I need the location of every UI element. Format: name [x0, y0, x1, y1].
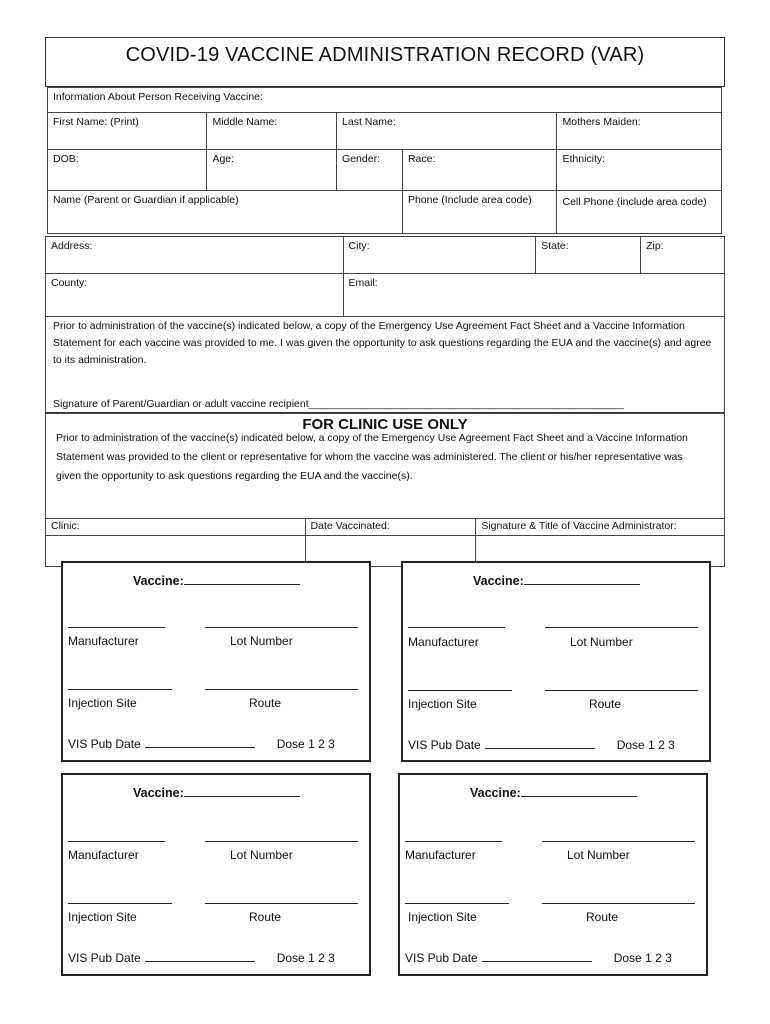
vis-pub-date-line[interactable] [485, 748, 595, 749]
mothers-maiden-field[interactable]: Mothers Maiden: [557, 113, 722, 150]
vis-pub-date-line[interactable] [482, 961, 592, 962]
injection-site-label: Injection Site [68, 696, 137, 710]
vaccine-field[interactable]: Vaccine: [473, 573, 640, 588]
route-line[interactable] [205, 689, 358, 690]
vis-pub-date-line[interactable] [145, 747, 255, 748]
vis-pub-date-label: VIS Pub Date [408, 738, 481, 752]
vis-pub-date-label: VIS Pub Date [68, 951, 141, 965]
route-line[interactable] [545, 690, 698, 691]
dose-label[interactable]: Dose 1 2 3 [616, 738, 675, 752]
phone-field[interactable]: Phone (Include area code) [402, 191, 557, 234]
manufacturer-line[interactable] [68, 627, 165, 628]
dose-label[interactable]: Dose 1 2 3 [613, 951, 672, 965]
vis-dose-row [68, 951, 335, 965]
manufacturer-label: Manufacturer [405, 848, 476, 862]
cell-phone-field[interactable]: Cell Phone (include area code) [557, 191, 722, 234]
route-label: Route [249, 910, 282, 924]
lot-number-line[interactable] [542, 841, 695, 842]
manufacturer-label: Manufacturer [68, 634, 139, 648]
route-label: Route [589, 697, 622, 711]
address-table [45, 236, 725, 317]
vaccine-card [401, 561, 711, 762]
recipient-section-label: Information About Person Receiving Vaccine: [48, 88, 722, 113]
injection-site-label: Injection Site [408, 910, 477, 924]
manufacturer-label: Manufacturer [408, 635, 479, 649]
dob-field[interactable]: DOB: [48, 150, 207, 191]
clinic-table [45, 518, 725, 567]
page-title: COVID-19 VACCINE ADMINISTRATION RECORD (VAR) [125, 44, 645, 66]
manufacturer-label: Manufacturer [68, 848, 139, 862]
injection-site-line[interactable] [68, 903, 172, 904]
route-line[interactable] [542, 903, 695, 904]
zip-field[interactable]: Zip: [641, 237, 725, 274]
injection-site-line[interactable] [405, 903, 509, 904]
injection-site-line[interactable] [408, 690, 512, 691]
manufacturer-line[interactable] [68, 841, 165, 842]
lot-number-line[interactable] [205, 627, 358, 628]
vaccine-card [61, 773, 371, 976]
vis-dose-row [68, 737, 335, 751]
dose-label[interactable]: Dose 1 2 3 [276, 737, 335, 751]
race-field[interactable]: Race: [402, 150, 557, 191]
injection-site-label: Injection Site [408, 697, 477, 711]
administrator-signature-label: Signature & Title of Vaccine Administrator: [476, 519, 725, 536]
vis-dose-row [408, 738, 675, 752]
lot-number-line[interactable] [545, 627, 698, 628]
lot-number-label: Lot Number [570, 635, 633, 649]
date-vaccinated-label: Date Vaccinated: [305, 519, 476, 536]
vaccine-field[interactable]: Vaccine: [133, 785, 300, 800]
city-field[interactable]: City: [343, 237, 536, 274]
guardian-name-field[interactable]: Name (Parent or Guardian if applicable) [48, 191, 403, 234]
middle-name-field[interactable]: Middle Name: [207, 113, 337, 150]
recipient-info-table [47, 87, 722, 234]
clinic-use-section [45, 412, 725, 519]
lot-number-label: Lot Number [567, 848, 630, 862]
clinic-statement: Prior to administration of the vaccine(s) indicated below, a copy of the Emergency Use Agreement Fact Sheet and a Vaccine Information Statement was provided to the client or representative for whom the vaccine was administered. The client or his/her representative was given the opportunity to ask questions regarding the EUA and the vaccine(s). [56, 432, 688, 482]
consent-text: Prior to administration of the vaccine(s) indicated below, a copy of the Emergency Use Agreement Fact Sheet and a Vaccine Information Statement for each vaccine was provided to me. I was given the opportunity to ask questions regarding the EUA and the vaccine(s) and agree to its administration. [53, 320, 712, 366]
injection-site-line[interactable] [68, 689, 172, 690]
gender-field[interactable]: Gender: [337, 150, 403, 191]
route-label: Route [586, 910, 619, 924]
vaccine-field[interactable]: Vaccine: [470, 785, 637, 800]
vis-pub-date-line[interactable] [145, 961, 255, 962]
manufacturer-line[interactable] [408, 627, 505, 628]
vaccine-card [398, 773, 708, 976]
last-name-field[interactable]: Last Name: [337, 113, 557, 150]
address-field[interactable]: Address: [46, 237, 344, 274]
ethnicity-field[interactable]: Ethnicity: [557, 150, 722, 191]
lot-number-label: Lot Number [230, 634, 293, 648]
clinic-label: Clinic: [46, 519, 306, 536]
manufacturer-line[interactable] [405, 841, 502, 842]
county-field[interactable]: County: [46, 274, 344, 317]
vaccine-field[interactable]: Vaccine: [133, 573, 300, 588]
clinic-use-heading: FOR CLINIC USE ONLY [302, 416, 468, 433]
recipient-signature-line[interactable]: Signature of Parent/Guardian or adult vaccine recipient______________________________________________________ [53, 398, 624, 410]
first-name-field[interactable]: First Name: (Print) [48, 113, 207, 150]
route-label: Route [249, 696, 282, 710]
dose-label[interactable]: Dose 1 2 3 [276, 951, 335, 965]
vis-pub-date-label: VIS Pub Date [68, 737, 141, 751]
email-field[interactable]: Email: [343, 274, 724, 317]
injection-site-label: Injection Site [68, 910, 137, 924]
route-line[interactable] [205, 903, 358, 904]
vis-pub-date-label: VIS Pub Date [405, 951, 478, 965]
lot-number-label: Lot Number [230, 848, 293, 862]
state-field[interactable]: State: [536, 237, 641, 274]
age-field[interactable]: Age: [207, 150, 337, 191]
vaccine-card [61, 561, 371, 762]
lot-number-line[interactable] [205, 841, 358, 842]
title-box [45, 37, 725, 87]
vis-dose-row [405, 951, 672, 965]
consent-section [45, 316, 725, 414]
